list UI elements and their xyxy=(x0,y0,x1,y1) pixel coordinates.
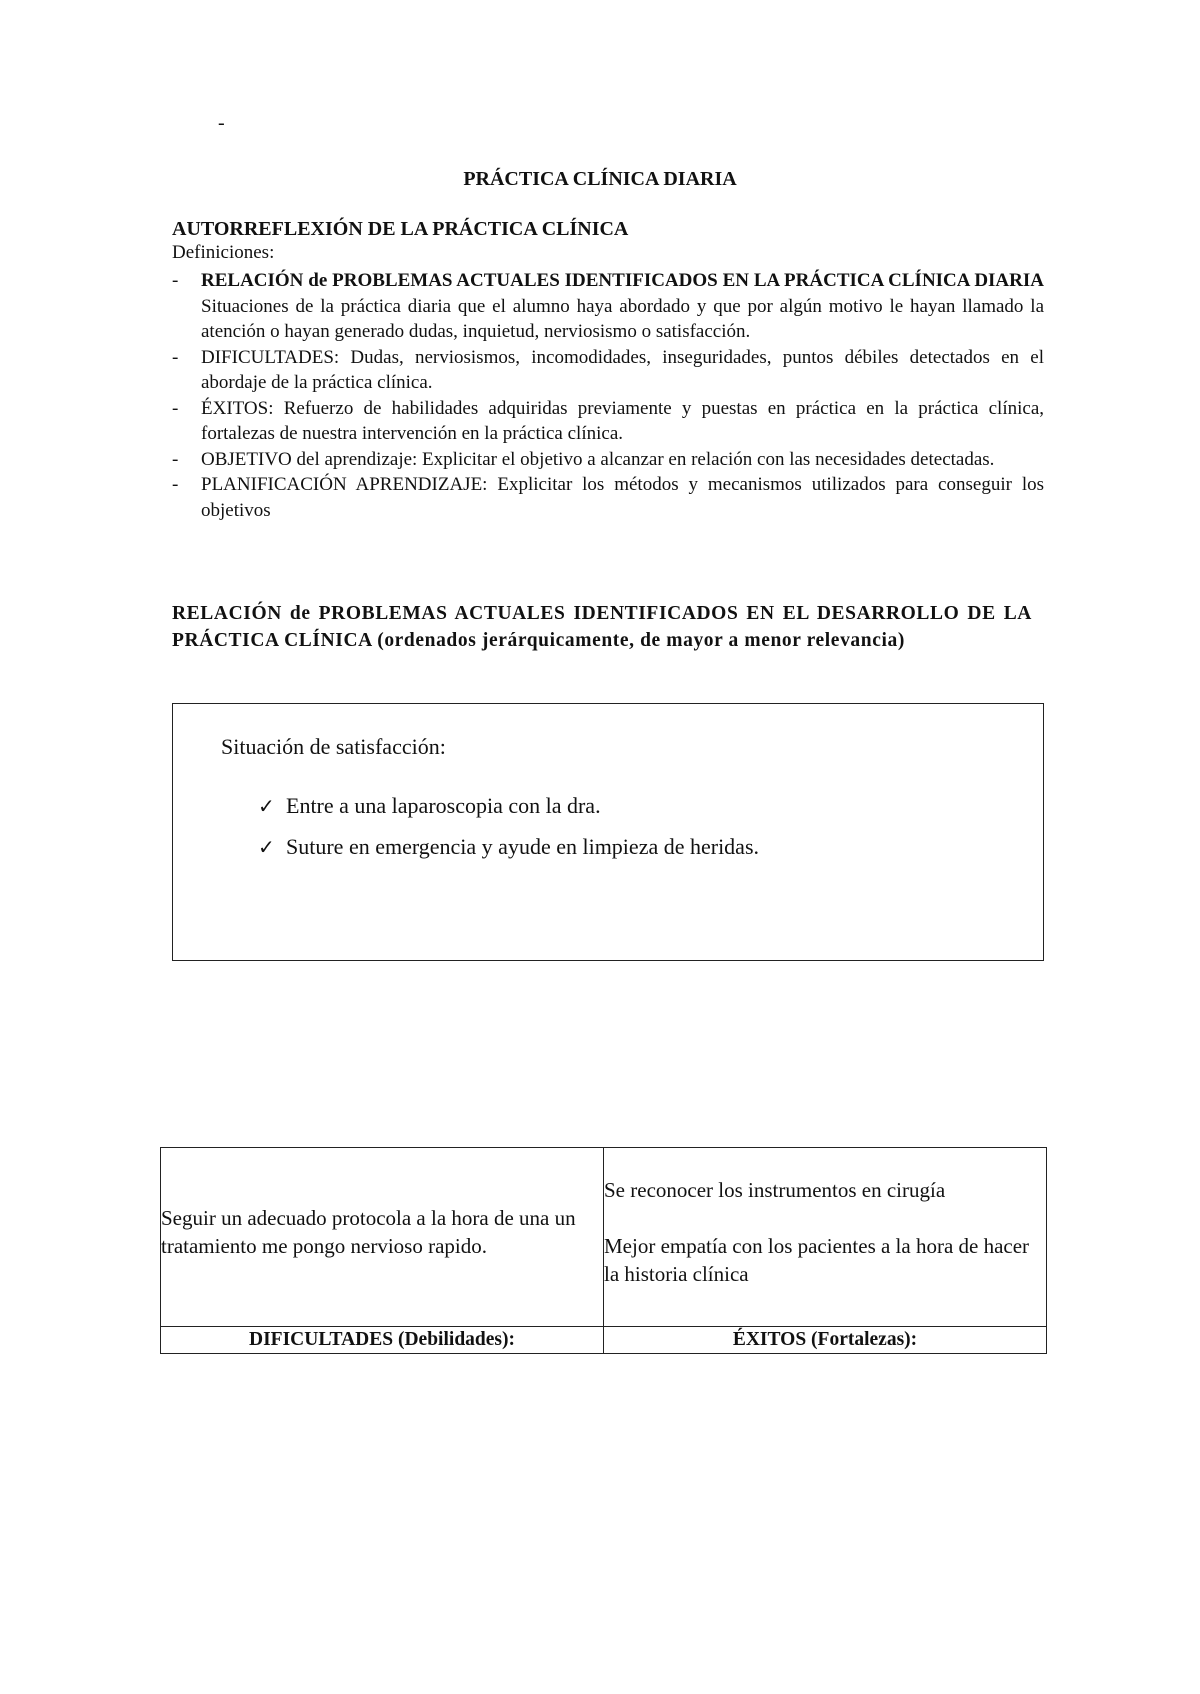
definition-item xyxy=(172,345,1044,396)
satisfaction-item xyxy=(258,834,759,860)
difficulties-header: DIFICULTADES (Debilidades): xyxy=(161,1327,604,1354)
top-dash: - xyxy=(218,112,225,134)
definition-text: DIFICULTADES: Dudas, nerviosismos, incomodidades, inseguridades, puntos débiles detectados en el abordaje de la práctica clínica. xyxy=(201,346,1044,393)
difficulties-text: Seguir un adecuado protocola a la hora de una un tratamiento me pongo nervioso rapido. xyxy=(161,1206,576,1258)
relation-heading: RELACIÓN de PROBLEMAS ACTUALES IDENTIFICADOS EN EL DESARROLLO DE LA PRÁCTICA CLÍNICA (ordenados jerárquicamente, de mayor a menor relevancia) xyxy=(172,603,1032,651)
satisfaction-item-text: Entre a una laparoscopia con la dra. xyxy=(286,793,601,818)
table-header-row xyxy=(161,1327,1047,1354)
table-row xyxy=(161,1148,1047,1327)
successes-header: ÉXITOS (Fortalezas): xyxy=(604,1327,1047,1354)
definition-item xyxy=(172,396,1044,447)
definitions-list xyxy=(172,268,1044,523)
reflection-table xyxy=(160,1147,1047,1354)
list-dash: - xyxy=(172,474,179,495)
page-title: PRÁCTICA CLÍNICA DIARIA xyxy=(463,168,737,190)
successes-cell xyxy=(604,1148,1047,1327)
list-dash: - xyxy=(172,448,179,470)
difficulties-cell xyxy=(161,1148,604,1327)
section-heading: AUTORREFLEXIÓN DE LA PRÁCTICA CLÍNICA xyxy=(172,218,629,240)
definition-text: ÉXITOS: Refuerzo de habilidades adquiridas previamente y puestas en práctica en la práctica clínica, fortalezas de nuestra intervención en la práctica clínica. xyxy=(201,397,1044,444)
definition-item xyxy=(172,268,1044,345)
definition-text: Situaciones de la práctica diaria que el alumno haya abordado y que por algún motivo le hayan llamado la atención o hayan generado dudas, inquietud, nerviosismo o satisfacción. xyxy=(201,295,1044,342)
definitions-label: Definiciones: xyxy=(172,242,275,263)
success-item: Se reconocer los instrumentos en cirugía xyxy=(604,1178,946,1202)
definition-item xyxy=(172,447,1044,473)
checkmark-icon: ✓ xyxy=(258,835,275,859)
list-dash: - xyxy=(172,270,179,291)
list-dash: - xyxy=(172,397,179,419)
satisfaction-item xyxy=(258,793,601,819)
definition-item xyxy=(172,472,1044,523)
definition-term: RELACIÓN de PROBLEMAS ACTUALES IDENTIFICADOS EN LA PRÁCTICA CLÍNICA DIARIA xyxy=(201,270,1044,291)
definition-text: PLANIFICACIÓN APRENDIZAJE: Explicitar los métodos y mecanismos utilizados para conseguir los objetivos xyxy=(201,474,1044,521)
success-item: Mejor empatía con los pacientes a la hora de hacer la historia clínica xyxy=(604,1234,1030,1286)
checkmark-icon: ✓ xyxy=(258,794,275,818)
list-dash: - xyxy=(172,346,179,368)
definition-text: OBJETIVO del aprendizaje: Explicitar el objetivo a alcanzar en relación con las necesidades detectadas. xyxy=(201,448,995,470)
satisfaction-title: Situación de satisfacción: xyxy=(221,734,446,759)
satisfaction-item-text: Suture en emergencia y ayude en limpieza de heridas. xyxy=(286,834,760,859)
